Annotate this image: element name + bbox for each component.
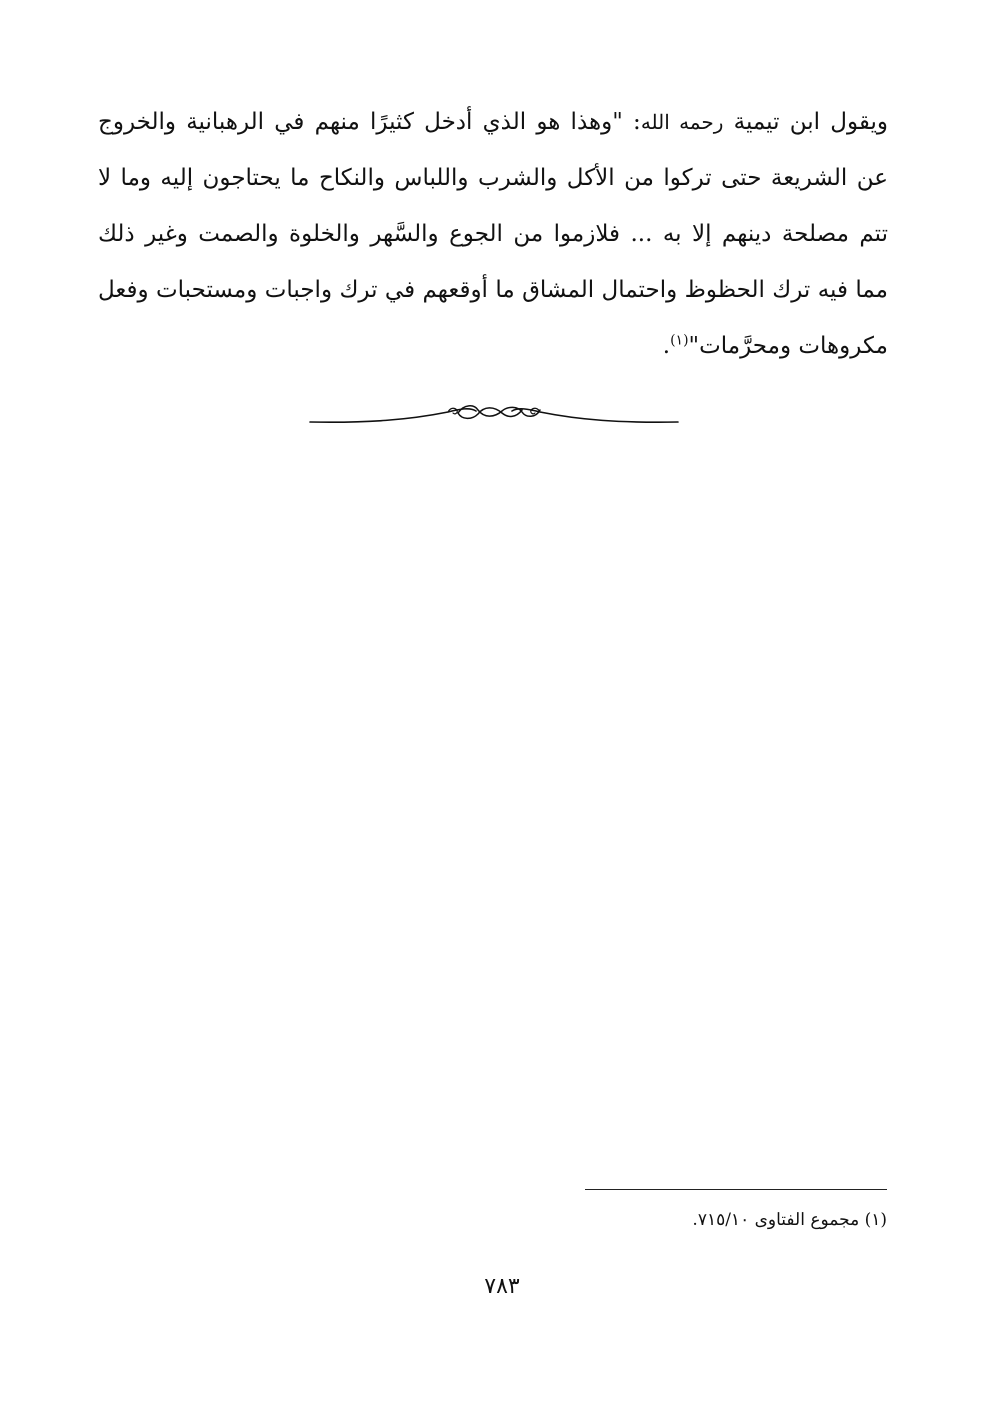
flourish-divider-icon xyxy=(308,398,680,432)
line-1-quote-start: : "وهذا هو الذي أدخل كثيرًا منهم في الرهبانية والخروج xyxy=(98,109,641,135)
paragraph-line-4: مما فيه ترك الحظوظ واحتمال المشاق ما أوقعهم في ترك واجبات ومستحبات وفعل xyxy=(98,277,888,303)
paragraph-line-1 xyxy=(98,94,888,150)
line-1-start: ويقول ابن تيمية xyxy=(733,109,888,135)
paragraph-line-5 xyxy=(98,318,888,374)
footnote-1: (١) مجموع الفتاوى ٧١٥/١٠. xyxy=(692,1210,887,1230)
page-number: ٧٨٣ xyxy=(484,1274,520,1299)
paragraph-line-3: تتم مصلحة دينهم إلا به ... فلازموا من الجوع والسَّهر والخلوة والصمت وغير ذلك xyxy=(98,221,888,247)
paragraph-line-2: عن الشريعة حتى تركوا من الأكل والشرب واللباس والنكاح ما يحتاجون إليه وما لا xyxy=(98,165,888,191)
line-5-text: مكروهات ومحرَّمات" xyxy=(688,333,888,359)
footnote-separator xyxy=(585,1189,887,1190)
honorific-ligature: رحمه الله xyxy=(640,110,724,134)
line-5-end-punct: . xyxy=(662,333,671,359)
main-paragraph xyxy=(98,94,888,374)
footnote-reference: (١) xyxy=(670,332,689,349)
